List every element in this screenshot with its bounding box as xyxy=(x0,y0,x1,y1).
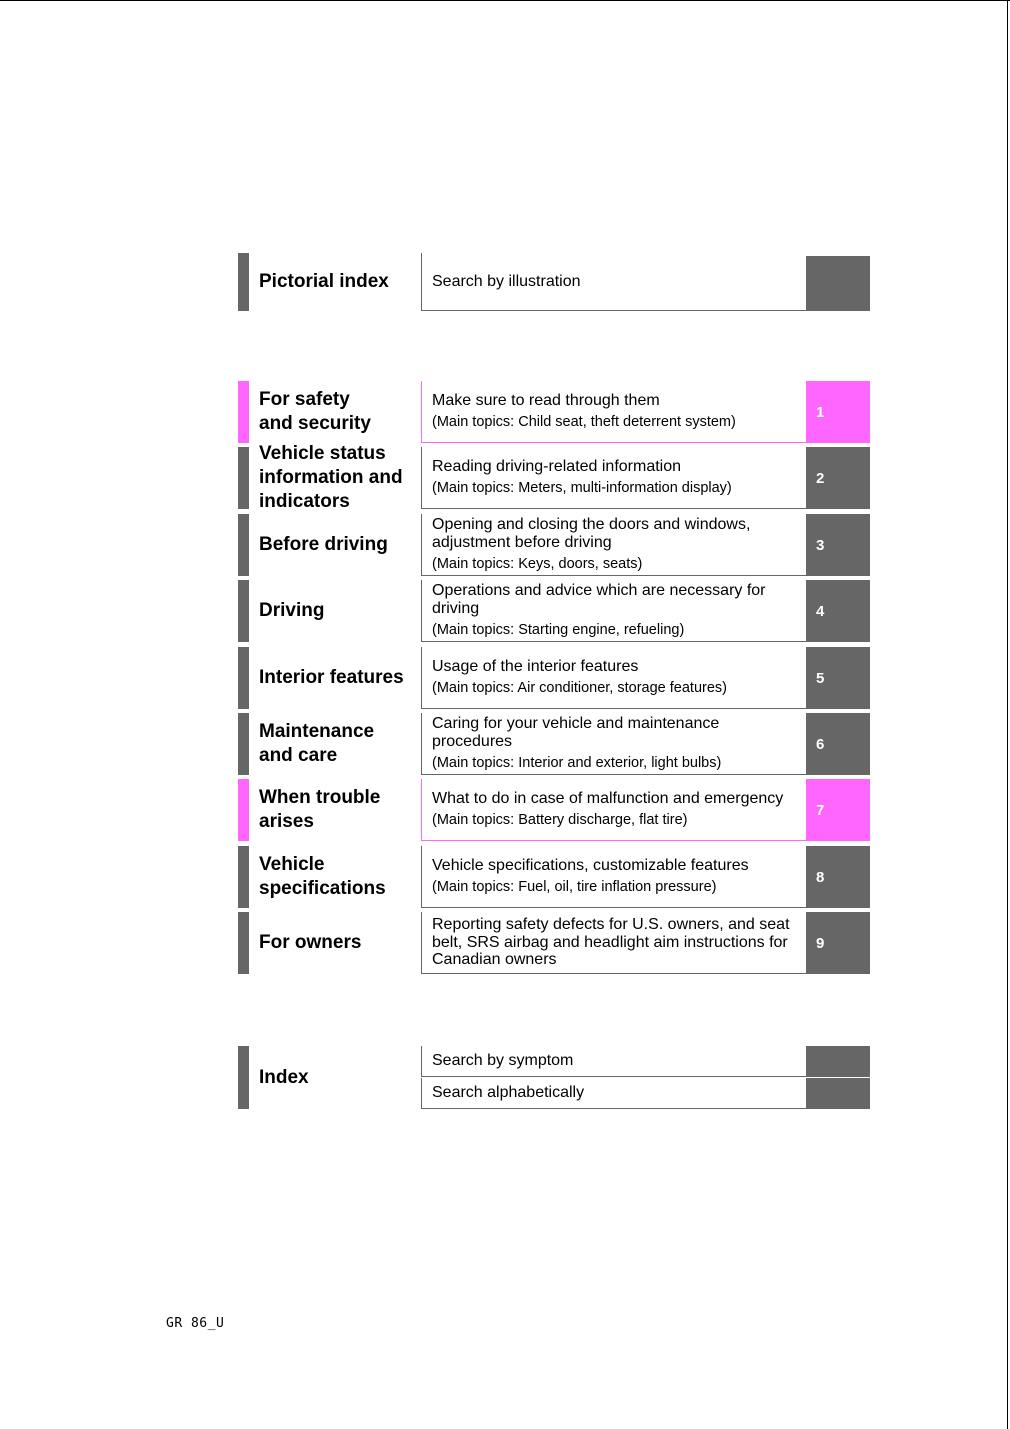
chapter-description-box xyxy=(421,580,806,642)
chapter-main-topics: (Main topics: Starting engine, refueling) xyxy=(432,622,685,638)
pictorial-index-box xyxy=(421,253,806,311)
chapter-title: When trouble arises xyxy=(259,787,381,832)
chapter-description-box xyxy=(421,381,806,443)
index-item-label: Search by symptom xyxy=(432,1052,574,1070)
chapter-number-tab[interactable]: 3 xyxy=(806,514,870,576)
chapter-number-tab[interactable]: 4 xyxy=(806,580,870,642)
index-section xyxy=(238,1046,870,1109)
chapter-list xyxy=(238,381,870,975)
chapter-number-tab[interactable]: 8 xyxy=(806,846,870,908)
chapter-description: Usage of the interior features xyxy=(432,657,639,675)
chapter-description: Caring for your vehicle and maintenance procedures xyxy=(432,715,720,750)
chapter-title: Driving xyxy=(259,600,325,621)
chapter-description-box xyxy=(421,846,806,908)
chapter-number-tab[interactable]: 2 xyxy=(806,447,870,509)
chapter-description-box xyxy=(421,912,806,974)
left-tab-marker xyxy=(238,447,249,509)
chapter-number-tab[interactable]: 1 xyxy=(806,381,870,443)
chapter-description: Reading driving-related information xyxy=(432,457,682,475)
chapter-description: Opening and closing the doors and windows, adjustment before driving xyxy=(432,516,751,551)
chapter-row[interactable] xyxy=(238,713,870,775)
chapter-row[interactable] xyxy=(238,846,870,908)
chapter-main-topics: (Main topics: Meters, multi-information display) xyxy=(432,480,732,497)
chapter-main-topics: (Main topics: Child seat, theft deterrent system) xyxy=(432,414,736,431)
left-tab-marker xyxy=(238,779,249,841)
pictorial-index-title: Pictorial index xyxy=(259,271,389,292)
pictorial-index-row[interactable] xyxy=(238,253,870,311)
chapter-row[interactable] xyxy=(238,580,870,642)
left-tab-marker xyxy=(238,580,249,642)
chapter-row[interactable] xyxy=(238,443,870,512)
document-code: GR 86_U xyxy=(166,1316,225,1331)
chapter-description: Reporting safety defects for U.S. owners, and seat belt, SRS airbag and headlight aim instructions for Canadian owners xyxy=(432,916,790,969)
left-tab-marker xyxy=(238,846,249,908)
left-tab-marker xyxy=(238,912,249,974)
chapter-description-box xyxy=(421,779,806,841)
chapter-title: For safety and security xyxy=(259,389,371,434)
page-border-top xyxy=(0,0,1010,1)
chapter-main-topics: (Main topics: Battery discharge, flat tire) xyxy=(432,812,688,829)
chapter-number-tab[interactable]: 7 xyxy=(806,779,870,841)
pictorial-index-section xyxy=(238,253,870,311)
left-tab-marker xyxy=(238,647,249,709)
index-item-box xyxy=(421,1046,806,1077)
chapter-number-tab[interactable]: 9 xyxy=(806,912,870,974)
left-tab-marker xyxy=(238,713,249,775)
chapter-title: For owners xyxy=(259,932,362,953)
index-item-box xyxy=(421,1078,806,1109)
chapter-row[interactable] xyxy=(238,514,870,576)
chapter-row[interactable] xyxy=(238,912,870,974)
chapter-description-box xyxy=(421,713,806,775)
chapter-description: What to do in case of malfunction and emergency xyxy=(432,789,784,807)
chapter-title: Vehicle status information and indicators xyxy=(259,443,403,512)
page-border-right xyxy=(1007,0,1008,1429)
chapter-number-tab[interactable]: 5 xyxy=(806,647,870,709)
index-item-alphabetical[interactable] xyxy=(238,1078,870,1109)
index-item-tab[interactable] xyxy=(806,1078,870,1109)
index-item-symptom[interactable] xyxy=(238,1046,870,1077)
left-tab-marker xyxy=(238,514,249,576)
index-title: Index xyxy=(259,1066,309,1088)
chapter-title: Before driving xyxy=(259,534,388,555)
chapter-description: Vehicle specifications, customizable features xyxy=(432,856,749,874)
left-tab-marker xyxy=(238,381,249,443)
chapter-description: Make sure to read through them xyxy=(432,391,660,409)
chapter-row[interactable] xyxy=(238,381,870,443)
chapter-description-box xyxy=(421,514,806,576)
chapter-main-topics: (Main topics: Keys, doors, seats) xyxy=(432,556,643,572)
pictorial-index-description: Search by illustration xyxy=(432,272,581,290)
chapter-title: Interior features xyxy=(259,667,404,688)
chapter-description: Operations and advice which are necessary for driving xyxy=(432,582,766,617)
chapter-description-box xyxy=(421,447,806,509)
left-tab-marker xyxy=(238,253,249,311)
index-item-label: Search alphabetically xyxy=(432,1084,585,1102)
chapter-title: Vehicle specifications xyxy=(259,854,386,899)
chapter-row[interactable] xyxy=(238,779,870,841)
chapter-main-topics: (Main topics: Air conditioner, storage features) xyxy=(432,680,727,697)
index-item-tab[interactable] xyxy=(806,1046,870,1077)
chapter-main-topics: (Main topics: Interior and exterior, light bulbs) xyxy=(432,755,722,771)
chapter-description-box xyxy=(421,647,806,709)
chapter-main-topics: (Main topics: Fuel, oil, tire inflation pressure) xyxy=(432,879,717,896)
chapter-row[interactable] xyxy=(238,647,870,709)
chapter-number-tab[interactable]: 6 xyxy=(806,713,870,775)
chapter-title: Maintenance and care xyxy=(259,721,375,766)
pictorial-index-tab[interactable] xyxy=(806,256,870,311)
